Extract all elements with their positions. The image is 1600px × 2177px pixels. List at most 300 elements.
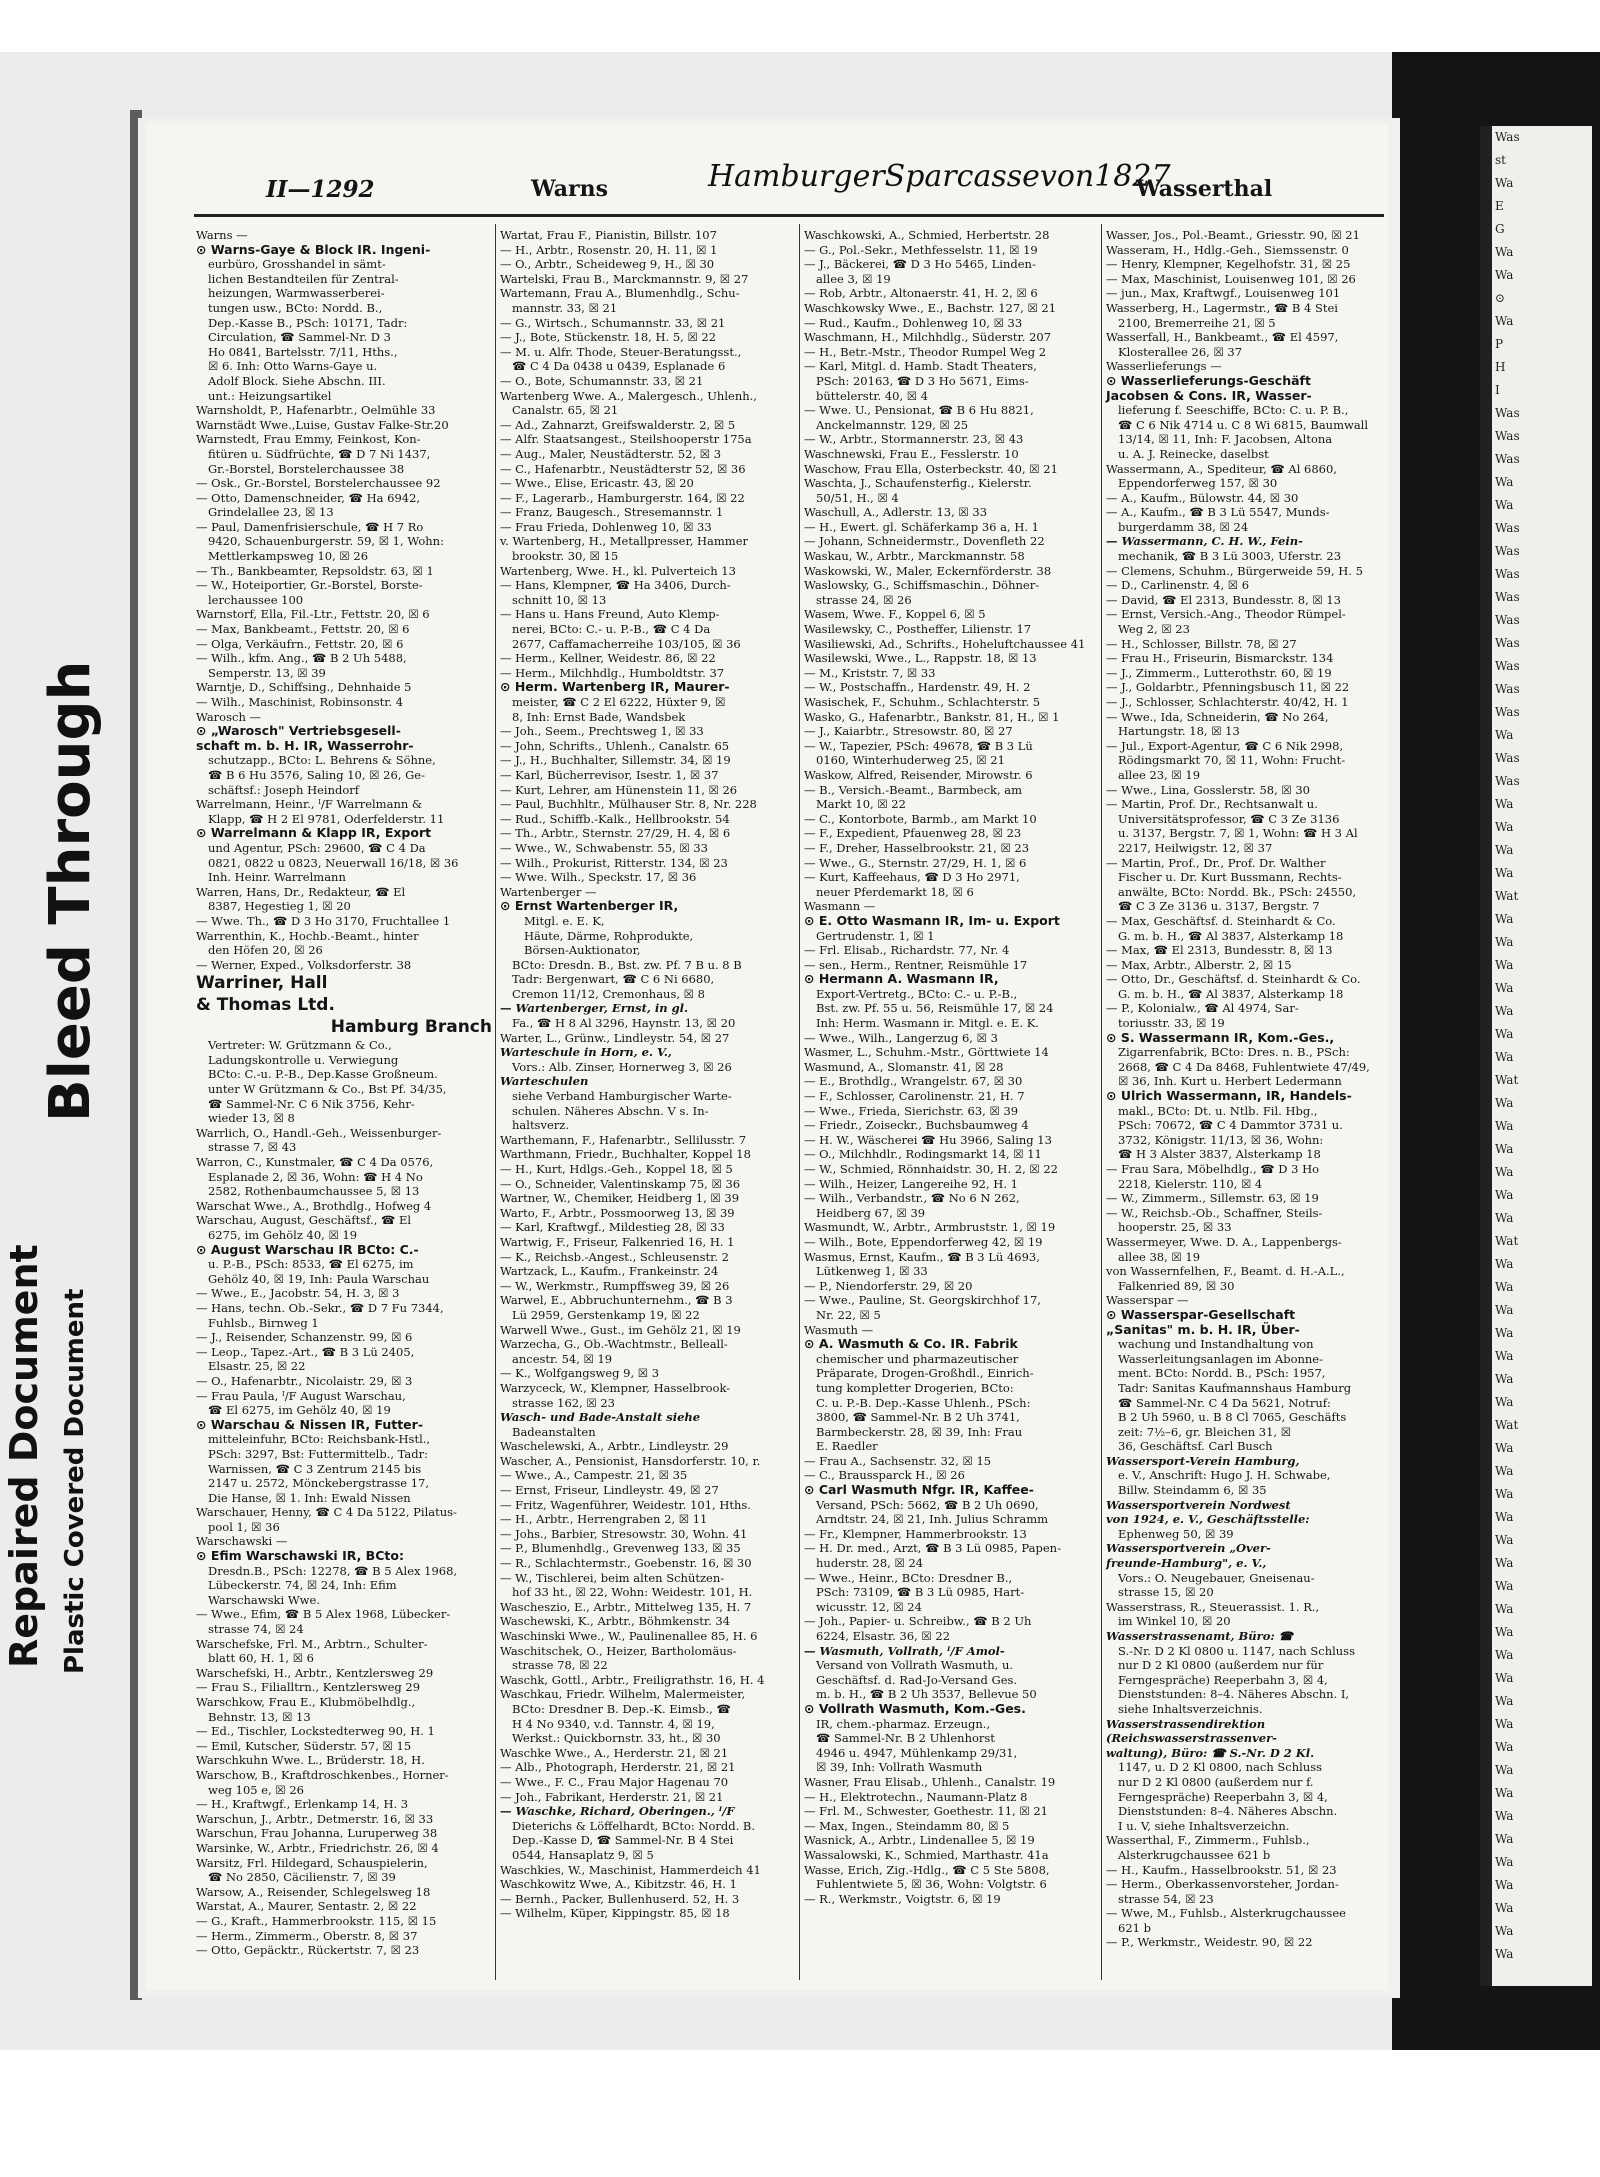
directory-entry-line: Waskow, Alfred, Reisender, Mirowstr. 6 <box>804 767 1033 782</box>
directory-entry-line: — Emil, Kutscher, Süderstr. 57, ☒ 15 <box>196 1738 412 1753</box>
directory-entry-line: strasse 74, ☒ 24 <box>208 1622 304 1637</box>
directory-entry-line: Waschmann, H., Milchhdlg., Süderstr. 207 <box>804 330 1052 345</box>
directory-entry-line: — W., Tapezier, PSch: 49678, ☎ B 3 Lü <box>804 738 1033 753</box>
next-page-fragment: Wa <box>1495 1809 1514 1823</box>
directory-entry-line: mitteleinfuhr, BCto: Reichsbank-Hstl., <box>208 1432 431 1447</box>
directory-entry-line: Warschun, J., Arbtr., Detmerstr. 16, ☒ 33 <box>196 1811 434 1826</box>
next-page-fragment: I <box>1495 383 1500 397</box>
directory-entry-line: — Wwe., E., Jacobstr. 54, H. 3, ☒ 3 <box>196 1286 400 1301</box>
directory-entry-line: nerei, BCto: C.- u. P.-B., ☎ C 4 Da <box>512 622 711 637</box>
directory-entry-line: Markt 10, ☒ 22 <box>816 797 906 812</box>
directory-entry-line: Klosterallee 26, ☒ 37 <box>1118 344 1243 359</box>
directory-entry-line: — C., Kontorbote, Barmb., am Markt 10 <box>804 811 1037 826</box>
directory-entry-line: I u. V, siehe Inhaltsverzeichn. <box>1118 1818 1290 1833</box>
directory-entry-line: siehe Inhaltsverzeichnis. <box>1118 1701 1263 1716</box>
directory-entry-line: Wasiliewski, Ad., Schrifts., Hoheluftchaussee 41 <box>804 636 1086 651</box>
directory-entry-line: PSch: 3297, Bst: Futtermittelb., Tadr: <box>208 1446 429 1461</box>
directory-entry-line: — Fr., Klempner, Hammerbrookstr. 13 <box>804 1526 1027 1541</box>
directory-entry-line: im Winkel 10, ☒ 20 <box>1118 1614 1231 1629</box>
next-page-fragment: Wa <box>1495 728 1514 742</box>
directory-entry-heading: — Waschke, Richard, Oberingen., ᴵ/F <box>500 1804 735 1819</box>
directory-entry-line: 50/51, H., ☒ 4 <box>816 490 899 505</box>
directory-entry-heading: ⊙ „Warosch" Vertriebsgesell- <box>196 723 401 739</box>
directory-entry-line: — W., Postschaffn., Hardenstr. 49, H. 2 <box>804 680 1031 695</box>
directory-entry-line: Warschau, August, Geschäftsf., ☎ El <box>196 1213 412 1228</box>
directory-entry-line: 0544, Hansaplatz 9, ☒ 5 <box>512 1847 654 1862</box>
directory-entry-line: Vors.: Alb. Zinser, Hornerweg 3, ☒ 26 <box>512 1059 732 1074</box>
directory-entry-line: Wasserthal, F., Zimmerm., Fuhlsb., <box>1106 1833 1310 1848</box>
directory-entry-line: Vors.: O. Neugebauer, Gneisenau- <box>1118 1570 1315 1585</box>
directory-entry-line: strasse 7, ☒ 43 <box>208 1140 297 1155</box>
next-page-fragment: Wa <box>1495 1142 1514 1156</box>
directory-entry-line: Häute, Därme, Rohprodukte, <box>524 928 694 943</box>
next-page-fragment: Wa <box>1495 935 1514 949</box>
label-plastic-covered: Plastic Covered Document <box>60 1288 90 1674</box>
directory-entry-line: 621 b <box>1118 1920 1151 1935</box>
directory-entry-line: ☎ Sammel-Nr. C 4 Da 5621, Notruf: <box>1118 1395 1331 1410</box>
next-page-fragment: Wa <box>1495 1303 1514 1317</box>
directory-entry-line: Warsitz, Frl. Hildegard, Schauspielerin, <box>196 1855 428 1870</box>
directory-entry-line: — Herm., Milchhdlg., Humboldtstr. 37 <box>500 665 725 680</box>
directory-entry-line: Nr. 22, ☒ 5 <box>816 1307 881 1322</box>
directory-entry-line: Werkst.: Quickbornstr. 33, ht., ☒ 30 <box>512 1731 721 1746</box>
directory-entry-line: — H. W., Wäscherei ☎ Hu 3966, Saling 13 <box>804 1132 1052 1147</box>
next-page-fragment: Wa <box>1495 1395 1514 1409</box>
directory-entry-line: Waschewski, K., Arbtr., Böhmkenstr. 34 <box>500 1614 731 1629</box>
next-page-fragment: Was <box>1495 567 1520 581</box>
directory-entry-line: — Friedr., Zoiseckr., Buchsbaumweg 4 <box>804 1118 1029 1133</box>
directory-entry-line: schnitt 10, ☒ 13 <box>512 592 607 607</box>
directory-entry-line: Warthmann, Friedr., Buchhalter, Koppel 18 <box>500 1147 751 1162</box>
directory-entry-line: — Ernst, Versich.-Ang., Theodor Rümpel- <box>1106 607 1346 622</box>
directory-entry-line: neuer Pferdemarkt 18, ☒ 6 <box>816 884 974 899</box>
directory-entry-line: — J., Bote, Stückenstr. 18, H. 5, ☒ 22 <box>500 330 717 345</box>
directory-entry-line: Klapp, ☎ H 2 El 9781, Oderfelderstr. 11 <box>208 811 445 826</box>
directory-entry-line: — Wwe., Frieda, Sierichstr. 63, ☒ 39 <box>804 1103 1019 1118</box>
directory-entry-line: tungen usw., BCto: Nordd. B., <box>208 300 383 315</box>
directory-entry-line: allee 3, ☒ 19 <box>816 271 891 286</box>
next-page-fragment: Wa <box>1495 797 1514 811</box>
next-page-fragment: Wat <box>1495 1418 1519 1432</box>
directory-entry-line: — Frau A., Sachsenstr. 32, ☒ 15 <box>804 1453 992 1468</box>
directory-entry-line: — Hans, Klempner, ☎ Ha 3406, Durch- <box>500 578 731 593</box>
directory-entry-line: — Wwe., Ida, Schneiderin, ☎ No 264, <box>1106 709 1329 724</box>
directory-entry-line: Wasserfall, H., Bankbeamt., ☎ El 4597, <box>1106 330 1339 345</box>
directory-entry-line: Wasmer, L., Schuhm.-Mstr., Görttwiete 14 <box>804 1045 1049 1060</box>
directory-entry-line: — Ad., Zahnarzt, Greifswalderstr. 2, ☒ 5 <box>500 417 736 432</box>
directory-entry-line: Wasilewski, Wwe., L., Rappstr. 18, ☒ 13 <box>804 651 1037 666</box>
directory-entry-line: strasse 15, ☒ 20 <box>1118 1585 1214 1600</box>
directory-entry-line: — A., Kaufm., ☎ B 3 Lü 5547, Munds- <box>1106 505 1330 520</box>
directory-entry-line: — J., Bäckerei, ☎ D 3 Ho 5465, Linden- <box>804 257 1036 272</box>
next-page-fragment: Wa <box>1495 1119 1514 1133</box>
directory-entry-line: Waschkau, Friedr. Wilhelm, Malermeister, <box>500 1687 746 1702</box>
directory-entry-line: — Wilh., Maschinist, Robinsonstr. 4 <box>196 695 404 709</box>
directory-entry-line: — J., Kaiarbtr., Stresowstr. 80, ☒ 27 <box>804 724 1013 739</box>
directory-entry-line: — Wwe., W., Schwabenstr. 55, ☒ 33 <box>500 840 708 855</box>
directory-entry-line: Wasmuth — <box>804 1322 874 1337</box>
directory-entry-line: 9420, Schauenburgerstr. 59, ☒ 1, Wohn: <box>208 534 444 549</box>
directory-entry-line: — F., Dreher, Hasselbrookstr. 21, ☒ 23 <box>804 840 1030 855</box>
directory-entry-line: — H., Kurt, Hdlgs.-Geh., Koppel 18, ☒ 5 <box>500 1162 733 1176</box>
directory-entry-line: nur D 2 Kl 0800 (außerdem nur f. <box>1118 1774 1314 1789</box>
directory-entry-line: Vertreter: W. Grützmann & Co., <box>208 1038 392 1053</box>
directory-entry-line: Fuhlentwiete 5, ☒ 36, Wohn: Volgtstr. 6 <box>816 1877 1047 1892</box>
directory-entry-line: — Wwe., Pauline, St. Georgskirchhof 17, <box>804 1293 1041 1308</box>
next-page-fragment: st <box>1495 153 1506 167</box>
directory-entry-line: — Olga, Verkäufrn., Fettstr. 20, ☒ 6 <box>196 636 404 651</box>
directory-entry-line: — G., Pol.-Sekr., Methfesselstr. 11, ☒ 19 <box>804 242 1038 257</box>
next-page-fragment: Wa <box>1495 1556 1514 1570</box>
directory-entry-line: C. u. P.-B. Dep.-Kasse Uhlenh., PSch: <box>816 1395 1031 1410</box>
directory-entry-heading: ⊙ S. Wassermann IR, Kom.-Ges., <box>1106 1029 1335 1045</box>
page-number: II—1292 <box>266 176 375 203</box>
directory-entry-line: — F., Lagerarb., Hamburgerstr. 164, ☒ 22 <box>500 490 745 505</box>
directory-entry-line: — Frau H., Friseurin, Bismarckstr. 134 <box>1106 651 1334 666</box>
directory-entry-heading: (Reichswasserstrassenver- <box>1106 1731 1277 1746</box>
directory-entry-line: Waschull, A., Adlerstr. 13, ☒ 33 <box>804 505 988 520</box>
next-page-fragment: Wa <box>1495 981 1514 995</box>
directory-entry-line: — Frau Frieda, Dohlenweg 10, ☒ 33 <box>500 519 712 534</box>
directory-entry-line: — Kurt, Kaffeehaus, ☎ D 3 Ho 2971, <box>804 870 1020 885</box>
directory-entry-line: Warthemann, F., Hafenarbtr., Sellilusstr. 7 <box>500 1132 747 1147</box>
directory-entry-line: Barmbeckerstr. 28, ☒ 39, Inh: Frau <box>816 1424 1023 1439</box>
directory-entry-line: — K., Wolfgangsweg 9, ☒ 3 <box>500 1366 660 1381</box>
directory-entry-line: ☒ 39, Inh: Vollrath Wasmuth <box>816 1760 983 1775</box>
directory-entry-line: Warnstädt Wwe.,Luise, Gustav Falke-Str.20 <box>196 417 449 432</box>
directory-entry-line: — Leop., Tapez.-Art., ☎ B 3 Lü 2405, <box>196 1344 415 1359</box>
directory-entry-line: Falkenried 89, ☒ 30 <box>1118 1278 1235 1293</box>
directory-entry-line: Wasischek, F., Schuhm., Schlachterstr. 5 <box>804 695 1041 709</box>
directory-entry-line: strasse 24, ☒ 26 <box>816 592 912 607</box>
directory-entry-line: Waschow, Frau Ella, Osterbeckstr. 40, ☒ 21 <box>804 461 1058 476</box>
directory-entry-line: Wasmann — <box>804 899 876 914</box>
directory-entry-line: — K., Reichsb.-Angest., Schleusenstr. 2 <box>500 1249 729 1264</box>
directory-entry-line: 2217, Heilwigstr. 12, ☒ 37 <box>1118 840 1273 855</box>
directory-entry-line: — Herm., Zimmerm., Oberstr. 8, ☒ 37 <box>196 1928 418 1943</box>
directory-entry-line: Warto, F., Arbtr., Possmoorweg 13, ☒ 39 <box>500 1205 735 1220</box>
directory-entry-heading: ⊙ Herm. Wartenberg IR, Maurer- <box>500 679 730 695</box>
directory-entry-line: heizungen, Warmwasserberei- <box>208 286 385 301</box>
directory-entry-line: — Hans u. Hans Freund, Auto Klemp- <box>500 607 720 622</box>
directory-entry-line: Wasserleitungsanlagen im Abonne- <box>1118 1351 1324 1366</box>
directory-entry-line: Warschow, B., Kraftdroschkenbes., Horner- <box>196 1767 449 1782</box>
directory-entry-line: chemischer und pharmazeutischer <box>816 1351 1019 1366</box>
directory-entry-line: Warrlich, O., Handl.-Geh., Weissenburger- <box>196 1125 442 1140</box>
next-page-fragment: Wa <box>1495 1786 1514 1800</box>
directory-entry-heading: Wassersport-Verein Hamburg, <box>1106 1453 1300 1468</box>
next-page-fragment: Wa <box>1495 1211 1514 1225</box>
directory-entry-line: — Max, ☎ El 2313, Bundesstr. 8, ☒ 13 <box>1106 943 1333 958</box>
directory-entry-line: — Herm., Oberkassenvorsteher, Jordan- <box>1106 1877 1339 1892</box>
directory-entry-line: 0821, 0822 u 0823, Neuerwall 16/18, ☒ 36 <box>208 855 459 870</box>
directory-entry-line: — Wwe., F. C., Frau Major Hagenau 70 <box>500 1774 729 1789</box>
directory-entry-line: Wasserlieferungs — <box>1106 359 1222 374</box>
directory-entry-line: Heidberg 67, ☒ 39 <box>816 1205 926 1220</box>
next-page-fragment: Wa <box>1495 1257 1514 1271</box>
directory-entry-line: Präparate, Drogen-Großhdl., Einrich- <box>816 1366 1034 1381</box>
directory-entry-line: Gertrudenstr. 1, ☒ 1 <box>816 928 935 943</box>
directory-entry-line: Warschkuhn Wwe. L., Brüderstr. 18, H. <box>196 1753 425 1768</box>
next-page-fragment: Wa <box>1495 1326 1514 1340</box>
directory-entry-line: — H., Schlosser, Billstr. 78, ☒ 27 <box>1106 636 1297 651</box>
next-page-fragment: Wa <box>1495 1878 1514 1892</box>
directory-entry-heading: — Wassermann, C. H. W., Fein- <box>1106 534 1303 549</box>
directory-entry-line: — Wwe. Wilh., Speckstr. 17, ☒ 36 <box>500 870 697 885</box>
header-rule <box>194 214 1384 217</box>
directory-page <box>146 124 1388 1990</box>
directory-entry-line: — Ed., Tischler, Lockstedterweg 90, H. 1 <box>196 1724 435 1739</box>
directory-entry-line: — R., Werkmstr., Voigtstr. 6, ☒ 19 <box>804 1891 1001 1906</box>
next-page-fragment: Wa <box>1495 1717 1514 1731</box>
directory-entry-line: Wassalowski, K., Schmied, Marthastr. 41a <box>804 1847 1049 1862</box>
directory-entry-line: — B., Versich.-Beamt., Barmbeck, am <box>804 782 1023 797</box>
directory-entry-line: Dienststunden: 8–4. Näheres Abschn. I, <box>1118 1687 1350 1702</box>
next-page-fragment: Wa <box>1495 475 1514 489</box>
directory-entry-line: hof 33 ht., ☒ 22, Wohn: Weidestr. 101, H. <box>512 1585 753 1600</box>
directory-entry-line: unt.: Heizungsartikel <box>208 388 332 403</box>
directory-entry-line: lichen Bestandteilen für Zentral- <box>208 271 399 286</box>
directory-entry-line: ☎ El 6275, im Gehölz 40, ☒ 19 <box>208 1403 391 1418</box>
directory-entry-line: Versand von Vollrath Wasmuth, u. <box>816 1658 1014 1673</box>
directory-entry-line: Wasilewsky, C., Postheffer, Lilienstr. 17 <box>804 622 1032 637</box>
directory-entry-line: wachung und Instandhaltung von <box>1118 1337 1314 1352</box>
directory-entry-line: mechanik, ☎ B 3 Lü 3003, Uferstr. 23 <box>1118 549 1342 564</box>
directory-entry-heading: Wassersportverein „Over- <box>1106 1541 1271 1556</box>
directory-entry-line: Inh. Heinr. Warrelmann <box>208 870 346 885</box>
directory-entry-line: — Karl, Bücherrevisor, Isestr. 1, ☒ 37 <box>500 767 719 782</box>
directory-entry-line: ☎ C 3 Ze 3136 u. 3137, Bergstr. 7 <box>1118 899 1320 914</box>
next-page-fragment: P <box>1495 337 1504 351</box>
directory-entry-line: — O., Schneider, Valentinskamp 75, ☒ 36 <box>500 1176 741 1191</box>
next-page-fragment: Was <box>1495 705 1520 719</box>
directory-entry-line: Eppendorferweg 157, ☒ 30 <box>1118 476 1278 491</box>
directory-entry-line: — O., Milchhdlr., Rodingsmarkt 14, ☒ 11 <box>804 1147 1042 1162</box>
directory-entry-line: — H., Arbtr., Herrengraben 2, ☒ 11 <box>500 1512 708 1527</box>
next-page-fragment: Wa <box>1495 1763 1514 1777</box>
directory-entry-line: Warren, Hans, Dr., Redakteur, ☎ El <box>196 884 406 899</box>
directory-entry-line: — Th., Bankbeamter, Repsoldstr. 63, ☒ 1 <box>196 563 434 578</box>
directory-entry-line: Waschta, J., Schaufensterfig., Kielerstr. <box>804 476 1032 491</box>
column-1 <box>196 228 492 1978</box>
directory-entry-line: — F., Expedient, Pfauenweg 28, ☒ 23 <box>804 826 1022 841</box>
directory-entry-line: 8, Inh: Ernst Bade, Wandsbek <box>512 709 686 724</box>
directory-entry-line: hooperstr. 25, ☒ 33 <box>1118 1220 1232 1235</box>
next-page-fragment: Wa <box>1495 866 1514 880</box>
directory-entry-line: — Wwe., Efim, ☎ B 5 Alex 1968, Lübecker- <box>196 1607 451 1622</box>
directory-entry-line: — Max, Ingen., Steindamm 80, ☒ 5 <box>804 1818 1010 1833</box>
directory-entry-line: — Herm., Kellner, Weidestr. 86, ☒ 22 <box>500 651 716 666</box>
directory-entry-line: ☎ B 6 Hu 3576, Saling 10, ☒ 26, Ge- <box>208 767 425 782</box>
directory-entry-line: — Karl, Mitgl. d. Hamb. Stadt Theaters, <box>804 359 1037 374</box>
directory-entry-line: lieferung f. Seeschiffe, BCto: C. u. P. B., <box>1118 403 1349 418</box>
directory-entry-line: Adolf Block. Siehe Abschn. III. <box>208 373 386 388</box>
directory-entry-line: — Werner, Exped., Volksdorferstr. 38 <box>196 957 412 972</box>
directory-entry-line: — Rud., Schiffb.-Kalk., Hellbrookstr. 54 <box>500 811 730 826</box>
next-page-edge <box>1492 126 1592 1986</box>
directory-entry-line: Waskowski, W., Maler, Eckernförderstr. 38 <box>804 563 1052 578</box>
directory-entry-line: — W., Schmied, Rönnhaidstr. 30, H. 2, ☒ 22 <box>804 1162 1058 1176</box>
directory-entry-heading: Warteschulen <box>500 1074 589 1089</box>
directory-entry-line: — Fritz, Wagenführer, Weidestr. 101, Hths. <box>500 1497 751 1512</box>
directory-entry-heading: waltung), Büro: ☎ S.-Nr. D 2 Kl. <box>1106 1745 1315 1760</box>
column-3 <box>804 228 1100 1978</box>
directory-entry-line: Wartner, W., Chemiker, Heidberg 1, ☒ 39 <box>500 1191 740 1206</box>
directory-entry-line: — Wwe., Elise, Ericastr. 43, ☒ 20 <box>500 476 694 491</box>
sparcasse-logo <box>706 142 1171 200</box>
directory-entry-heading: Wasserstrassendirektion <box>1106 1716 1266 1731</box>
directory-entry-line: 2100, Bremerreihe 21, ☒ 5 <box>1118 315 1276 330</box>
directory-entry-line: makl., BCto: Dt. u. Ntlb. Fil. Hbg., <box>1118 1103 1318 1118</box>
directory-entry-line: — O., Hafenarbtr., Nicolaistr. 29, ☒ 3 <box>196 1373 413 1388</box>
directory-entry-line: Wascheszio, E., Arbtr., Mittelweg 135, H. 7 <box>500 1599 752 1614</box>
directory-entry-line: Elsastr. 25, ☒ 22 <box>208 1359 306 1374</box>
next-page-fragment: Wa <box>1495 1510 1514 1524</box>
directory-entry-line: 3732, Königstr. 11/13, ☒ 36, Wohn: <box>1118 1132 1324 1147</box>
next-page-fragment: Was <box>1495 659 1520 673</box>
directory-entry-line: — Otto, Dr., Geschäftsf. d. Steinhardt & Co. <box>1106 972 1361 987</box>
next-page-fragment: Wa <box>1495 1050 1514 1064</box>
directory-entry-line: — Wilh., Prokurist, Ritterstr. 134, ☒ 23 <box>500 855 728 870</box>
directory-entry-line: schutzapp., BCto: L. Behrens & Söhne, <box>208 753 436 768</box>
directory-entry-line: Warstat, A., Maurer, Sentastr. 2, ☒ 22 <box>196 1899 417 1914</box>
directory-entry-line: — Karl, Kraftwgf., Mildestieg 28, ☒ 33 <box>500 1220 725 1235</box>
next-page-fragment: Wa <box>1495 1625 1514 1639</box>
directory-entry-line: Warwel, E., Abbruchunternehm., ☎ B 3 <box>500 1293 733 1308</box>
directory-entry-line: Wasser, Jos., Pol.-Beamt., Griesstr. 90, ☒ 21 <box>1106 228 1360 242</box>
next-page-fragment: Wa <box>1495 1487 1514 1501</box>
directory-entry-heading: — Wartenberger, Ernst, in gl. <box>500 1001 689 1016</box>
directory-entry-line: mannstr. 33, ☒ 21 <box>512 300 618 315</box>
directory-entry-line: haltsverz. <box>512 1118 569 1133</box>
directory-entry-line: — G., Wirtsch., Schumannstr. 33, ☒ 21 <box>500 315 726 330</box>
directory-entry-line: — jun., Max, Kraftwgf., Louisenweg 101 <box>1106 286 1341 301</box>
directory-entry-line: S.-Nr. D 2 Kl 0800 u. 1147, nach Schluss <box>1118 1643 1355 1658</box>
directory-entry-line: Warosch — <box>196 709 262 724</box>
directory-entry-line: Lü 2959, Gerstenkamp 19, ☒ 22 <box>512 1307 700 1322</box>
directory-entry-line: Warrelmann, Heinr., ᴵ/F Warrelmann & <box>196 797 423 812</box>
directory-entry-heading: ⊙ Warschau & Nissen IR, Futter- <box>196 1416 424 1432</box>
directory-entry-line: — sen., Herm., Rentner, Reismühle 17 <box>804 957 1028 972</box>
directory-entry-heading: schaft m. b. H. IR, Wasserrohr- <box>196 737 414 753</box>
directory-entry-line: 8387, Hegestieg 1, ☒ 20 <box>208 899 351 914</box>
directory-entry-line: ☒ 36, Inh. Kurt u. Herbert Ledermann <box>1118 1074 1342 1089</box>
directory-entry-line: unter W Grützmann & Co., Bst Pf. 34/35, <box>208 1082 447 1097</box>
directory-entry-line: 6275, im Gehölz 40, ☒ 19 <box>208 1228 358 1242</box>
directory-entry-line: Hartungstr. 18, ☒ 13 <box>1118 724 1240 739</box>
directory-entry-line: — W., Werkmstr., Rumpffsweg 39, ☒ 26 <box>500 1278 730 1293</box>
directory-entry-line: von Wassernfelhen, F., Beamt. d. H.-A.L., <box>1106 1264 1345 1279</box>
next-page-fragment: Wa <box>1495 176 1514 190</box>
directory-entry-heading: von 1924, e. V., Geschäftsstelle: <box>1106 1512 1310 1527</box>
directory-entry-line: — H., Kraftwgf., Erlenkamp 14, H. 3 <box>196 1797 409 1812</box>
directory-entry-line: — Frl. M., Schwester, Goethestr. 11, ☒ 21 <box>804 1804 1048 1819</box>
directory-entry-line: — Frau S., Filialltrn., Kentzlersweg 29 <box>196 1680 421 1695</box>
directory-entry-line: 1147, u. D 2 Kl 0800, nach Schluss <box>1118 1760 1323 1775</box>
directory-entry-line: Zigarrenfabrik, BCto: Dres. n. B., PSch: <box>1118 1045 1350 1060</box>
directory-entry-line: Dresdn.B., PSch: 12278, ☎ B 5 Alex 1968, <box>208 1563 458 1578</box>
running-head-right: Wasserthal <box>1136 176 1273 202</box>
next-page-fragment: Wa <box>1495 1027 1514 1041</box>
next-page-fragment: Wat <box>1495 889 1519 903</box>
directory-entry-line: allee 38, ☒ 19 <box>1118 1249 1201 1264</box>
directory-entry-heading: ⊙ Warns-Gaye & Block IR. Ingeni- <box>196 241 431 257</box>
next-page-fragment: Was <box>1495 636 1520 650</box>
next-page-fragment: Wat <box>1495 1073 1519 1087</box>
directory-entry-line: siehe Verband Hamburgischer Warte- <box>512 1089 732 1104</box>
directory-entry-heading: „Sanitas" m. b. H. IR, Über- <box>1106 1321 1300 1337</box>
directory-entry-line: Wasner, Frau Elisab., Uhlenh., Canalstr. 19 <box>804 1774 1056 1789</box>
directory-entry-line: — Wilh., Verbandstr., ☎ No 6 N 262, <box>804 1191 1020 1206</box>
directory-entry-line: Waschkowsky Wwe., E., Bachstr. 127, ☒ 21 <box>804 300 1057 315</box>
directory-entry-line: — Otto, Damenschneider, ☎ Ha 6942, <box>196 490 421 505</box>
directory-entry-line: nur D 2 Kl 0800 (außerdem nur für <box>1118 1658 1324 1673</box>
next-page-fragment: Wa <box>1495 820 1514 834</box>
directory-entry-line: Wartat, Frau F., Pianistin, Billstr. 107 <box>500 228 717 242</box>
next-page-fragment: Wa <box>1495 1740 1514 1754</box>
directory-entry-line: — O., Bote, Schumannstr. 33, ☒ 21 <box>500 373 704 388</box>
directory-entry-line: E. Raedler <box>816 1439 878 1454</box>
directory-entry-line: Wasem, Wwe. F., Koppel 6, ☒ 5 <box>804 607 986 622</box>
directory-entry-heading: ⊙ Wasserspar-Gesellschaft <box>1106 1306 1296 1322</box>
directory-entry-line: Rödingsmarkt 70, ☒ 11, Wohn: Frucht- <box>1118 753 1346 768</box>
directory-entry-heading: ⊙ Hermann A. Wasmann IR, <box>804 971 999 987</box>
sparcasse-logo-text: HamburgerSparcassevon1827 <box>708 159 1171 194</box>
directory-entry-heading: Hamburg Branch <box>330 1017 492 1038</box>
next-page-fragment: Wa <box>1495 1648 1514 1662</box>
directory-entry-line: 13/14, ☒ 11, Inh: F. Jacobsen, Altona <box>1118 432 1333 447</box>
directory-entry-line: — Martin, Prof. Dr., Rechtsanwalt u. <box>1106 797 1318 812</box>
next-page-fragment: Wa <box>1495 1671 1514 1685</box>
next-page-fragment: Wa <box>1495 1464 1514 1478</box>
directory-entry-line: — Alb., Photograph, Herderstr. 21, ☒ 21 <box>500 1760 736 1775</box>
next-page-fragment: Wa <box>1495 1096 1514 1110</box>
directory-entry-line: — Otto, Gepäcktr., Rückertstr. 7, ☒ 23 <box>196 1943 420 1958</box>
next-page-fragment: Was <box>1495 406 1520 420</box>
directory-entry-line: Wartemann, Frau A., Blumenhdlg., Schu- <box>500 286 740 301</box>
directory-entry-line: Warschawski Wwe. <box>208 1592 320 1607</box>
directory-entry-line: 2677, Caffamacherreihe 103/105, ☒ 36 <box>512 636 741 651</box>
directory-entry-line: 4946 u. 4947, Mühlenkamp 29/31, <box>816 1745 1018 1760</box>
directory-entry-line: Warter, L., Grünw., Lindleystr. 54, ☒ 27 <box>500 1030 730 1045</box>
directory-entry-line: ☎ Sammel-Nr. C 6 Nik 3756, Kehr- <box>208 1096 415 1111</box>
directory-entry-line: Warschauer, Henny, ☎ C 4 Da 5122, Pilatus- <box>196 1505 457 1520</box>
next-page-fragment: Wat <box>1495 1234 1519 1248</box>
directory-entry-line: u. 3137, Bergstr. 7, ☒ 1, Wohn: ☎ H 3 Al <box>1118 826 1358 841</box>
directory-entry-line: — H., Kaufm., Hasselbrookstr. 51, ☒ 23 <box>1106 1862 1337 1877</box>
directory-entry-line: — J., Goldarbtr., Pfenningsbusch 11, ☒ 22 <box>1106 680 1350 695</box>
directory-entry-heading: ⊙ Warrelmann & Klapp IR, Export <box>196 825 432 841</box>
directory-entry-line: Ephenweg 50, ☒ 39 <box>1118 1526 1234 1541</box>
next-page-fragment: Wa <box>1495 1441 1514 1455</box>
directory-entry-line: Warsinke, W., Arbtr., Friedrichstr. 26, ☒ 4 <box>196 1840 439 1855</box>
directory-entry-line: — Joh., Papier- u. Schreibw., ☎ B 2 Uh <box>804 1614 1032 1629</box>
directory-entry-line: — Bernh., Packer, Bullenhuserd. 52, H. 3 <box>500 1891 740 1906</box>
directory-entry-line: — Jul., Export-Agentur, ☎ C 6 Nik 2998, <box>1106 738 1344 753</box>
directory-entry-line: — Wwe., Wilh., Langerzug 6, ☒ 3 <box>804 1030 998 1045</box>
directory-entry-line: — H., Betr.-Mstr., Theodor Rumpel Weg 2 <box>804 344 1047 359</box>
book-gutter <box>1480 126 1492 1986</box>
directory-entry-line: — W., Reichsb.-Ob., Schaffner, Steils- <box>1106 1205 1323 1220</box>
directory-entry-line: Warschefski, H., Arbtr., Kentzlersweg 29 <box>196 1665 434 1680</box>
directory-entry-line: BCto: Dresdner B. Dep.-K. Eimsb., ☎ <box>512 1701 731 1716</box>
directory-entry-line: Wasserstrass, R., Steuerassist. 1. R., <box>1106 1599 1320 1614</box>
directory-entry-line: — Martin, Prof., Dr., Prof. Dr. Walther <box>1106 855 1326 870</box>
next-page-fragment: Wa <box>1495 1832 1514 1846</box>
directory-entry-line: Warntje, D., Schiffsing., Dehnhaide 5 <box>196 680 412 695</box>
running-head-left: Warns <box>531 176 609 202</box>
directory-entry-line: Behnstr. 13, ☒ 13 <box>208 1709 311 1724</box>
